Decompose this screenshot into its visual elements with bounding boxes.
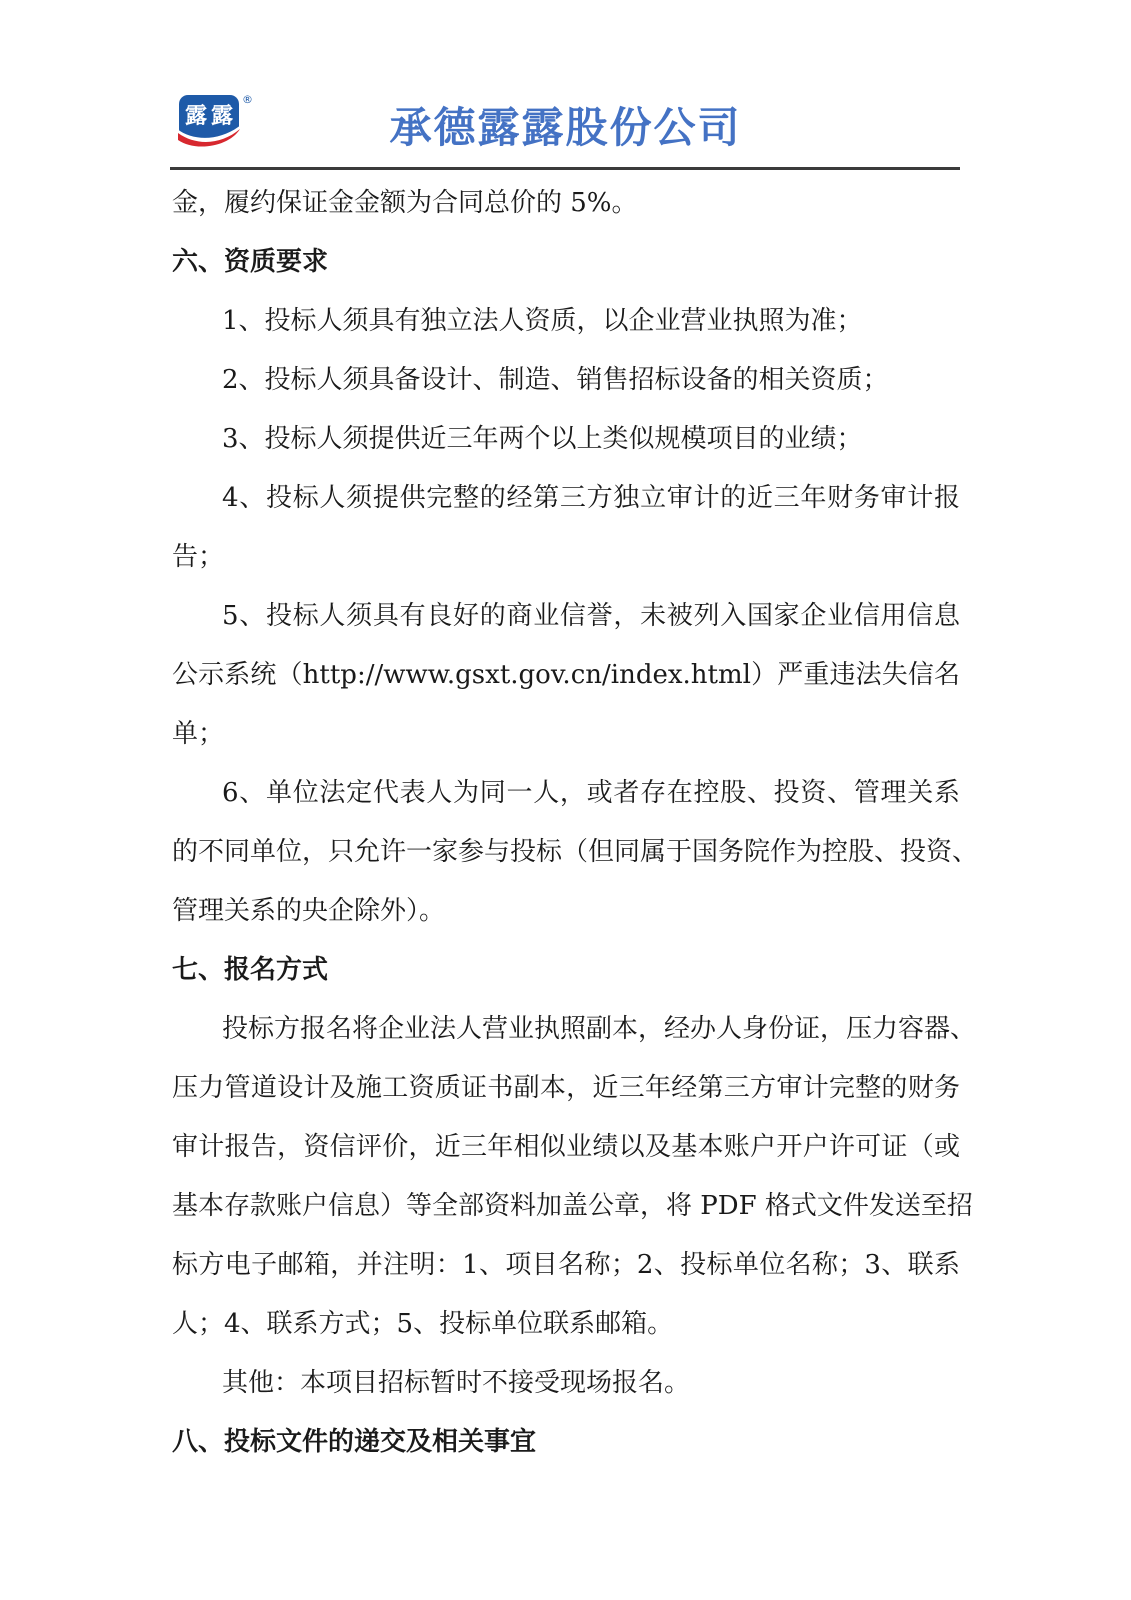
text-line: 基本存款账户信息）等全部资料加盖公章，将 PDF 格式文件发送至招 [172, 1191, 973, 1221]
company-title: 承德露露股份公司 [389, 103, 742, 152]
text-line: 4、投标人须提供完整的经第三方独立审计的近三年财务审计报 [222, 483, 960, 513]
text-line: 告； [172, 542, 225, 572]
text-line: 审计报告，资信评价，近三年相似业绩以及基本账户开户许可证（或 [172, 1132, 960, 1162]
text-line: 5、投标人须具有良好的商业信誉，未被列入国家企业信用信息 [222, 601, 960, 631]
text-line: 1、投标人须具有独立法人资质，以企业营业执照为准； [222, 306, 863, 336]
text-line: 管理关系的央企除外）。 [172, 896, 446, 926]
text-line: 的不同单位，只允许一家参与投标（但同属于国务院作为控股、投资、 [172, 837, 979, 867]
text-line: 压力管道设计及施工资质证书副本，近三年经第三方审计完整的财务 [172, 1073, 960, 1103]
text-line: 6、单位法定代表人为同一人，或者存在控股、投资、管理关系 [222, 778, 960, 808]
text-line: 投标方报名将企业法人营业执照副本，经办人身份证，压力容器、 [222, 1014, 977, 1044]
text-line: 金，履约保证金金额为合同总价的 5%。 [172, 188, 638, 218]
text-line: 标方电子邮箱，并注明：1、项目名称；2、投标单位名称；3、联系 [172, 1250, 960, 1280]
text-line: 其他：本项目招标暂时不接受现场报名。 [222, 1368, 691, 1398]
text-line: 3、投标人须提供近三年两个以上类似规模项目的业绩； [222, 424, 863, 454]
text-line: 单； [172, 719, 225, 749]
header-rule [170, 167, 960, 170]
section-heading: 七、报名方式 [172, 955, 329, 985]
logo-brand-text: 露露 [185, 104, 233, 129]
text-line: 公示系统（http://www.gsxt.gov.cn/index.html）严重违法失信名 [172, 660, 960, 690]
text-line: 2、投标人须具备设计、制造、销售招标设备的相关资质； [222, 365, 889, 395]
registered-trademark-mark: ® [242, 93, 253, 106]
document-body [172, 174, 979, 1472]
text-line: 人；4、联系方式；5、投标单位联系邮箱。 [172, 1309, 674, 1339]
section-heading: 六、资质要求 [172, 247, 329, 277]
section-heading: 八、投标文件的递交及相关事宜 [172, 1427, 537, 1457]
